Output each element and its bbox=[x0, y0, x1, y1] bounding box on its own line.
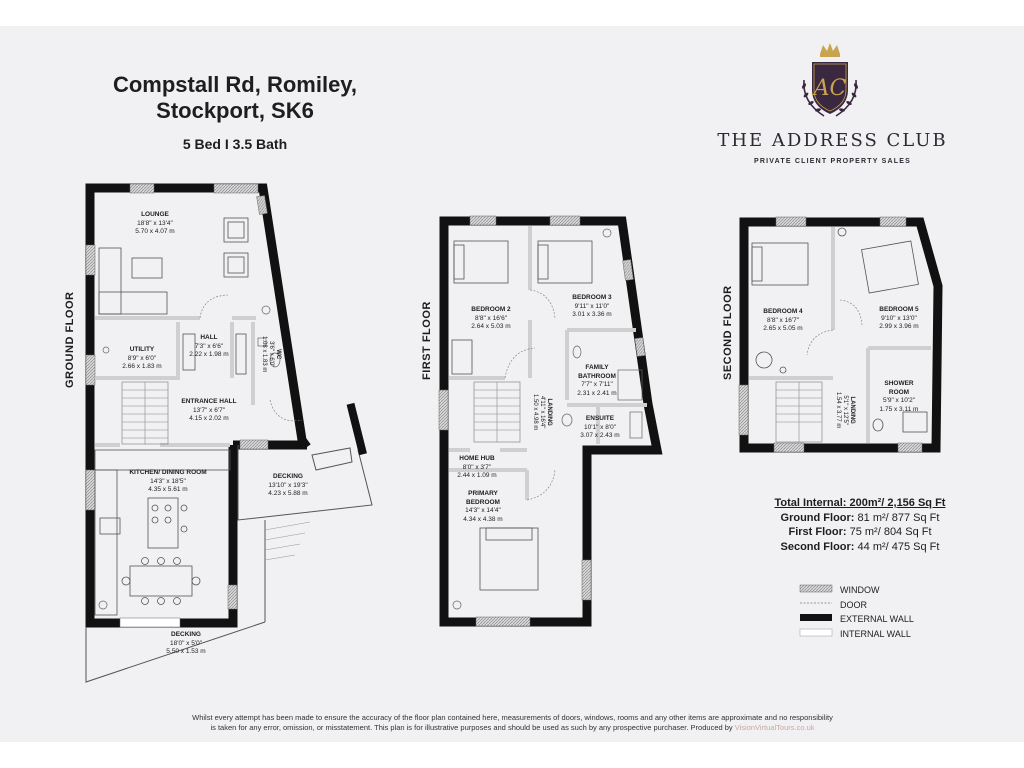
room-hall: HALL 7'3" x 6'6" 2.22 x 1.98 m bbox=[189, 334, 229, 358]
room-decking-side: DECKING 13'10" x 19'3" 4.23 x 5.88 m bbox=[268, 473, 308, 497]
room-decking-front: DECKING 18'0" x 5'0" 5.50 x 1.53 m bbox=[166, 631, 206, 655]
window bbox=[86, 355, 95, 385]
room-bedroom-3: BEDROOM 3 9'11" x 11'0" 3.01 x 3.36 m bbox=[572, 294, 612, 318]
room-ensuite: ENSUITE 10'1" x 8'0" 3.07 x 2.43 m bbox=[580, 415, 620, 439]
room-home-hub: HOME HUB 8'0" x 3'7" 2.44 x 1.09 m bbox=[457, 455, 497, 479]
brand-tagline: PRIVATE CLIENT PROPERTY SALES bbox=[754, 158, 911, 165]
room-primary-bedroom: PRIMARY BEDROOM 14'3" x 14'4" 4.34 x 4.38 m bbox=[463, 490, 503, 523]
legend-internal-swatch bbox=[800, 629, 832, 636]
window bbox=[86, 245, 95, 275]
first-floor-area: First Floor: 75 m²/ 804 Sq Ft bbox=[788, 526, 932, 538]
room-shower-room: SHOWER ROOM 5'9" x 10'2" 1.75 x 3.11 m bbox=[879, 380, 919, 413]
room-kitchen-dining: KITCHEN/ DINING ROOM 14'3" x 18'5" 4.35 x 5.61 m bbox=[129, 469, 207, 493]
brand-name: THE ADDRESS CLUB bbox=[717, 130, 948, 151]
beds-baths: 5 Bed I 3.5 Bath bbox=[182, 136, 288, 152]
legend-external-wall: EXTERNAL WALL bbox=[840, 614, 914, 624]
room-entrance-hall: ENTRANCE HALL 13'7" x 6'7" 4.15 x 2.02 m bbox=[181, 398, 237, 422]
legend bbox=[840, 583, 914, 641]
room-landing-second: LANDING 5'1" x 12'5" 1.54 x 3.77 m bbox=[835, 392, 855, 429]
window bbox=[86, 470, 95, 510]
address-line-2: Stockport, SK6 bbox=[156, 98, 314, 123]
legend-window-swatch bbox=[800, 585, 832, 592]
window bbox=[130, 184, 154, 193]
room-bedroom-2: BEDROOM 2 8'8" x 16'6" 2.64 x 5.03 m bbox=[471, 306, 511, 330]
area-summary bbox=[760, 496, 960, 554]
room-lounge: LOUNGE 18'8" x 13'4" 5.70 x 4.07 m bbox=[135, 211, 175, 235]
legend-internal-wall: INTERNAL WALL bbox=[840, 628, 911, 639]
deck-wall bbox=[347, 403, 367, 455]
room-landing-first: LANDING 4'11" x 16'4" 1.50 x 4.98 m bbox=[532, 394, 552, 431]
room-bedroom-5: BEDROOM 5 9'10" x 13'0" 2.99 x 3.96 m bbox=[879, 306, 919, 330]
monogram: AC bbox=[813, 76, 847, 101]
disclaimer-line-2: is taken for any error, omission, or misstatement. This plan is for illustrative purposes and should be used as such by any prospective purchaser. Produced by bbox=[210, 723, 733, 732]
first-floor-label: FIRST FLOOR bbox=[421, 301, 433, 380]
room-bedroom-4: BEDROOM 4 8'8" x 16'7" 2.65 x 5.05 m bbox=[763, 308, 803, 332]
legend-window: WINDOW bbox=[840, 585, 880, 595]
total-internal-area: Total Internal: 200m²/ 2,156 Sq Ft bbox=[774, 497, 946, 509]
window bbox=[228, 585, 237, 609]
bifold-door bbox=[120, 618, 180, 627]
disclaimer-line-1: Whilst every attempt has been made to ensure the accuracy of the floor plan contained here, measurements of doors, windows, rooms and any other items are approximate and no responsibility bbox=[192, 713, 833, 722]
disclaimer bbox=[90, 713, 935, 733]
ground-floor-area: Ground Floor: 81 m²/ 877 Sq Ft bbox=[780, 511, 940, 524]
second-floor-label: SECOND FLOOR bbox=[722, 285, 734, 380]
room-wc: WC 3'6" x 6'0" 1.08 x 1.83 m bbox=[261, 336, 281, 373]
ground-floor-label: GROUND FLOOR bbox=[64, 291, 76, 388]
producer-credit[interactable]: VisionVirtualTours.co.uk bbox=[734, 723, 815, 732]
room-utility: UTILITY 8'9" x 6'0" 2.66 x 1.83 m bbox=[122, 346, 162, 370]
room-family-bathroom: FAMILY BATHROOM 7'7" x 7'11" 2.31 x 2.41 m bbox=[577, 364, 617, 397]
legend-external-swatch bbox=[800, 614, 832, 621]
address-line-1: Compstall Rd, Romiley, bbox=[112, 72, 358, 97]
window bbox=[214, 184, 258, 193]
second-floor-area: Second Floor: 44 m²/ 475 Sq Ft bbox=[780, 540, 940, 553]
window bbox=[240, 440, 268, 449]
legend-door: DOOR bbox=[840, 599, 867, 610]
ground-floor-plan bbox=[86, 184, 372, 682]
